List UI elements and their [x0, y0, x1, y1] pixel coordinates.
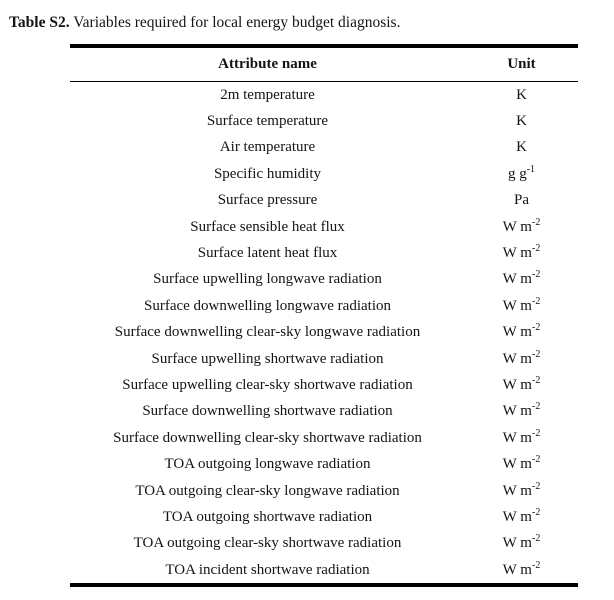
- table-row: [70, 478, 578, 504]
- unit-superscript: -1: [526, 163, 536, 175]
- unit-superscript: -2: [531, 269, 541, 281]
- table-row: [70, 108, 578, 134]
- attribute-cell: TOA outgoing shortwave radiation: [162, 508, 373, 525]
- unit-cell: [465, 245, 578, 262]
- unit-base: W m: [502, 376, 532, 393]
- table-row: [70, 557, 578, 583]
- unit-cell: [465, 87, 578, 104]
- unit-base: K: [516, 139, 527, 156]
- unit-cell: [465, 192, 578, 209]
- table-row: [70, 531, 578, 557]
- attribute-cell: TOA outgoing longwave radiation: [164, 456, 371, 473]
- unit-base: W m: [502, 218, 532, 235]
- attribute-cell: Air temperature: [219, 139, 316, 156]
- unit-cell: [465, 295, 578, 315]
- table-row: [70, 293, 578, 319]
- unit-base: W m: [502, 482, 532, 499]
- table-header-row: [70, 48, 578, 82]
- attribute-cell: Surface temperature: [206, 113, 329, 130]
- attribute-cell: Specific humidity: [213, 165, 322, 182]
- attribute-cell: Surface sensible heat flux: [190, 218, 345, 235]
- table-body: [70, 82, 578, 583]
- table-row: [70, 161, 578, 187]
- unit-superscript: -2: [531, 295, 541, 307]
- unit-cell: [465, 506, 578, 526]
- unit-base: W m: [502, 403, 532, 420]
- unit-cell: [465, 271, 578, 288]
- table-caption-text: Variables required for local energy budget diagnosis.: [69, 14, 401, 31]
- table-row: [70, 267, 578, 293]
- unit-cell: [465, 113, 578, 130]
- unit-base: K: [516, 113, 527, 130]
- unit-superscript: -2: [531, 427, 541, 439]
- unit-base: W m: [502, 456, 532, 473]
- attribute-cell: TOA incident shortwave radiation: [165, 561, 370, 578]
- table-row: [70, 372, 578, 398]
- unit-cell: [465, 324, 578, 341]
- unit-superscript: -2: [531, 243, 541, 255]
- unit-cell: [465, 348, 578, 368]
- unit-superscript: -2: [531, 559, 541, 571]
- attribute-cell: Surface upwelling longwave radiation: [153, 271, 382, 288]
- unit-base: W m: [502, 508, 532, 525]
- table-row: [70, 188, 578, 214]
- unit-cell: [465, 427, 578, 447]
- table-row: [70, 320, 578, 346]
- table-row: [70, 346, 578, 372]
- unit-cell: [465, 163, 578, 183]
- unit-base: g g: [507, 165, 527, 182]
- table-caption: [9, 13, 400, 33]
- unit-base: W m: [502, 324, 532, 341]
- unit-base: W m: [502, 429, 532, 446]
- table-row: [70, 504, 578, 530]
- attribute-cell: Surface downwelling shortwave radiation: [142, 403, 393, 420]
- unit-cell: [465, 535, 578, 552]
- table-row: [70, 425, 578, 451]
- attribute-cell: Surface upwelling clear-sky shortwave radiation: [122, 376, 413, 393]
- table-caption-label: Table S2.: [9, 14, 70, 31]
- unit-superscript: -2: [531, 480, 541, 492]
- table-row: [70, 451, 578, 477]
- unit-cell: [465, 403, 578, 420]
- attribute-cell: Surface downwelling clear-sky longwave radiation: [114, 324, 421, 341]
- unit-cell: [465, 216, 578, 236]
- unit-cell: [465, 456, 578, 473]
- column-header-unit: Unit: [507, 56, 536, 72]
- unit-cell: [465, 480, 578, 500]
- attribute-cell: TOA outgoing clear-sky shortwave radiation: [133, 535, 402, 552]
- unit-base: W m: [502, 297, 532, 314]
- table-row: [70, 240, 578, 266]
- attribute-cell: TOA outgoing clear-sky longwave radiation: [135, 482, 400, 499]
- attribute-cell: Surface latent heat flux: [197, 245, 338, 262]
- unit-base: W m: [502, 535, 532, 552]
- unit-superscript: -2: [531, 374, 541, 386]
- unit-superscript: -2: [531, 506, 541, 518]
- attribute-cell: Surface downwelling longwave radiation: [143, 297, 391, 314]
- unit-base: W m: [502, 561, 532, 578]
- unit-base: Pa: [514, 192, 529, 209]
- column-header-attribute-name: Attribute name: [218, 56, 317, 72]
- unit-superscript: -2: [531, 401, 541, 413]
- attribute-cell: Surface downwelling clear-sky shortwave radiation: [113, 429, 422, 446]
- unit-superscript: -2: [531, 454, 541, 466]
- unit-superscript: -2: [531, 216, 541, 228]
- unit-cell: [465, 374, 578, 394]
- attribute-cell: 2m temperature: [220, 86, 315, 103]
- energy-budget-variables-table: [70, 44, 578, 587]
- unit-base: W m: [502, 271, 532, 288]
- table-row: [70, 214, 578, 240]
- table-row: [70, 135, 578, 161]
- unit-superscript: -2: [531, 348, 541, 360]
- table-row: [70, 82, 578, 108]
- unit-base: K: [516, 86, 527, 103]
- table-row: [70, 399, 578, 425]
- attribute-cell: Surface upwelling shortwave radiation: [151, 350, 384, 367]
- attribute-cell: Surface pressure: [217, 192, 318, 209]
- unit-base: W m: [502, 245, 532, 262]
- unit-superscript: -2: [531, 322, 541, 334]
- unit-superscript: -2: [531, 533, 541, 545]
- unit-base: W m: [502, 350, 532, 367]
- unit-cell: [465, 559, 578, 579]
- unit-cell: [465, 139, 578, 156]
